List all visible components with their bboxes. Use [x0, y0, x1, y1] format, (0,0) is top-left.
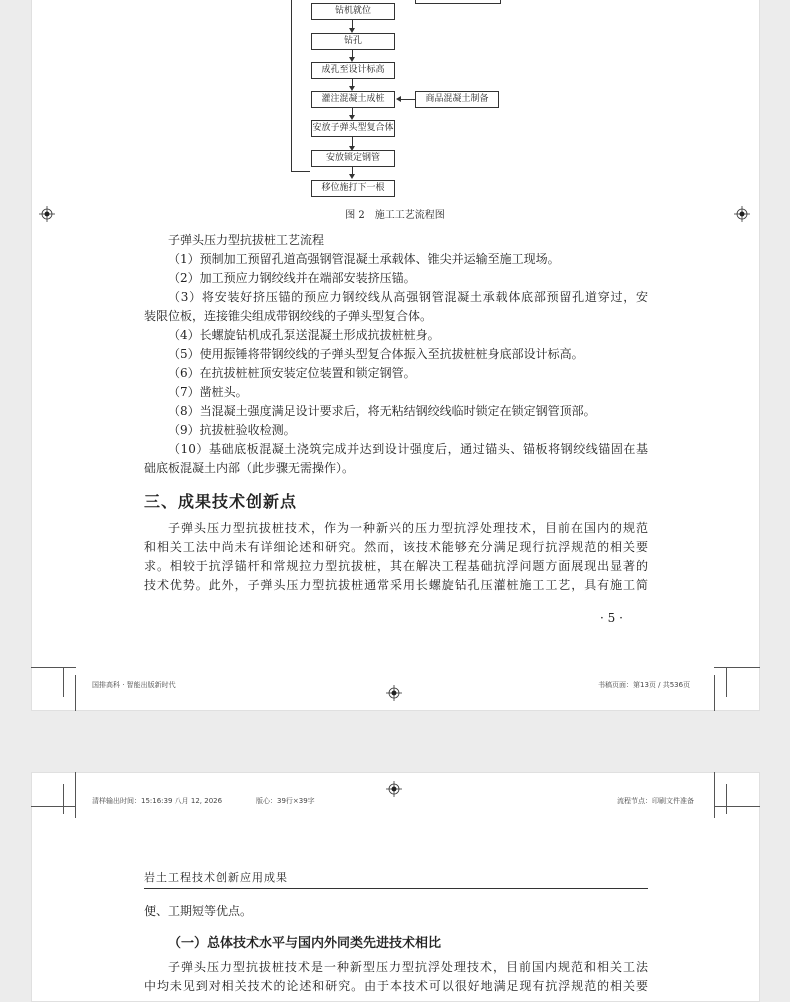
process-item-6: （6）在抗拔桩桩顶安装定位装置和锁定钢管。 — [168, 366, 416, 380]
crop-mark — [31, 806, 76, 807]
crop-mark — [726, 667, 727, 697]
crop-mark — [75, 675, 76, 711]
paragraph-line: 子弹头压力型抗拔桩技术，作为一种新兴的压力型抗浮处理技术，目前在国内的规范 — [168, 521, 648, 535]
process-item-8: （8）当混凝土强度满足设计要求后，将无粘结钢绞线临时锁定在锁定钢管顶部。 — [168, 404, 596, 418]
flow-step-pour-concrete: 灌注混凝土成桩 — [311, 91, 395, 108]
page-number: · 5 · — [600, 611, 623, 625]
process-item-10: （10）基础底板混凝土浇筑完成并达到设计强度后，通过锚头、锚板将钢绞线锚固在基 — [168, 442, 648, 456]
registration-target-icon — [386, 781, 402, 797]
header-process-node: 流程节点：印刷文件准备 — [617, 797, 694, 805]
flow-side-concrete-prep: 商品混凝土制备 — [415, 91, 499, 108]
crop-mark — [31, 667, 76, 668]
process-item-5: （5）使用振锤将带钢绞线的子弹头型复合体振入至抗拔桩桩身底部设计标高。 — [168, 347, 584, 361]
paragraph-line: 中均未见到对相关技术的论述和研究。由于本技术可以很好地满足现有抗浮规范的相关要 — [144, 979, 648, 993]
process-item-1: （1）预制加工预留孔道高强钢管混凝土承载体、锥尖并运输至施工现场。 — [168, 252, 560, 266]
crop-mark — [75, 772, 76, 818]
flow-step-lock-pipe: 安放锁定钢管 — [311, 150, 395, 167]
process-item-2: （2）加工预应力钢绞线并在端部安装挤压锚。 — [168, 271, 416, 285]
process-item-10-cont: 础底板混凝土内部（此步骤无需操作）。 — [144, 461, 355, 475]
flow-step-hole-depth: 成孔至设计标高 — [311, 62, 395, 79]
figure-caption: 图 2 施工工艺流程图 — [345, 210, 445, 221]
section-heading: 三、成果技术创新点 — [144, 492, 298, 511]
running-head: 岩土工程技术创新应用成果 — [144, 871, 288, 884]
footer-brand: 国排高科 · 智能出版新时代 — [92, 681, 176, 689]
registration-target-icon — [386, 685, 402, 701]
loop-line-bottom — [291, 171, 310, 172]
crop-mark — [63, 784, 64, 814]
crop-mark — [63, 667, 64, 697]
flow-step-next-pile: 移位施打下一根 — [311, 180, 395, 197]
crop-mark — [714, 667, 760, 668]
crop-mark — [714, 675, 715, 711]
process-item-3-cont: 装限位板，连接锥尖组成带钢绞线的子弹头型复合体。 — [144, 309, 433, 323]
flow-step-place-composite: 安放子弹头型复合体 — [311, 120, 395, 137]
paragraph-line: 和相关工法中尚未有详细论述和研究。然而，该技术能够充分满足现行抗浮规范的相关要 — [144, 540, 648, 554]
flow-connector — [400, 99, 415, 100]
loop-line — [291, 0, 292, 172]
paragraph-line: 子弹头压力型抗拔桩技术是一种新型压力型抗浮处理技术，目前国内规范和相关工法 — [168, 960, 648, 974]
crop-mark — [714, 806, 760, 807]
process-item-3: （3）将安装好挤压锚的预应力钢绞线从高强钢管混凝土承载体底部预留孔道穿过，安 — [168, 290, 648, 304]
crop-mark — [726, 784, 727, 814]
flow-step-rig-positioning: 钻机就位 — [311, 3, 395, 20]
header-rule — [144, 888, 648, 889]
paragraph-line: 便、工期短等优点。 — [144, 904, 253, 918]
footer-page-count: 书稿页面：第13页 / 共536页 — [598, 681, 691, 689]
flowchart-partial-box — [415, 0, 501, 4]
header-output-time: 清样输出时间：15:16:39 八月 12, 2026 — [92, 797, 223, 805]
registration-target-icon — [734, 206, 750, 222]
process-subtitle: 子弹头压力型抗拔桩工艺流程 — [168, 233, 325, 247]
process-item-9: （9）抗拔桩验收检测。 — [168, 423, 296, 437]
registration-target-icon — [39, 206, 55, 222]
paragraph-line: 技术优势。此外，子弹头压力型抗拔桩通常采用长螺旋钻孔压灌桩施工工艺，具有施工简 — [144, 578, 648, 592]
flow-step-drilling: 钻孔 — [311, 33, 395, 50]
arrow-down-icon — [349, 174, 355, 179]
paragraph-line: 求。相较于抗浮锚杆和常规拉力型抗拔桩，其在解决工程基础抗浮问题方面展现出显著的 — [144, 559, 648, 573]
arrow-left-icon — [396, 96, 401, 102]
subsection-heading: （一）总体技术水平与国内外同类先进技术相比 — [168, 936, 442, 951]
crop-mark — [714, 772, 715, 818]
header-layout-info: 版心：39行×39字 — [256, 797, 315, 805]
process-item-7: （7）凿桩头。 — [168, 385, 248, 399]
process-item-4: （4）长螺旋钻机成孔泵送混凝土形成抗拔桩桩身。 — [168, 328, 440, 342]
